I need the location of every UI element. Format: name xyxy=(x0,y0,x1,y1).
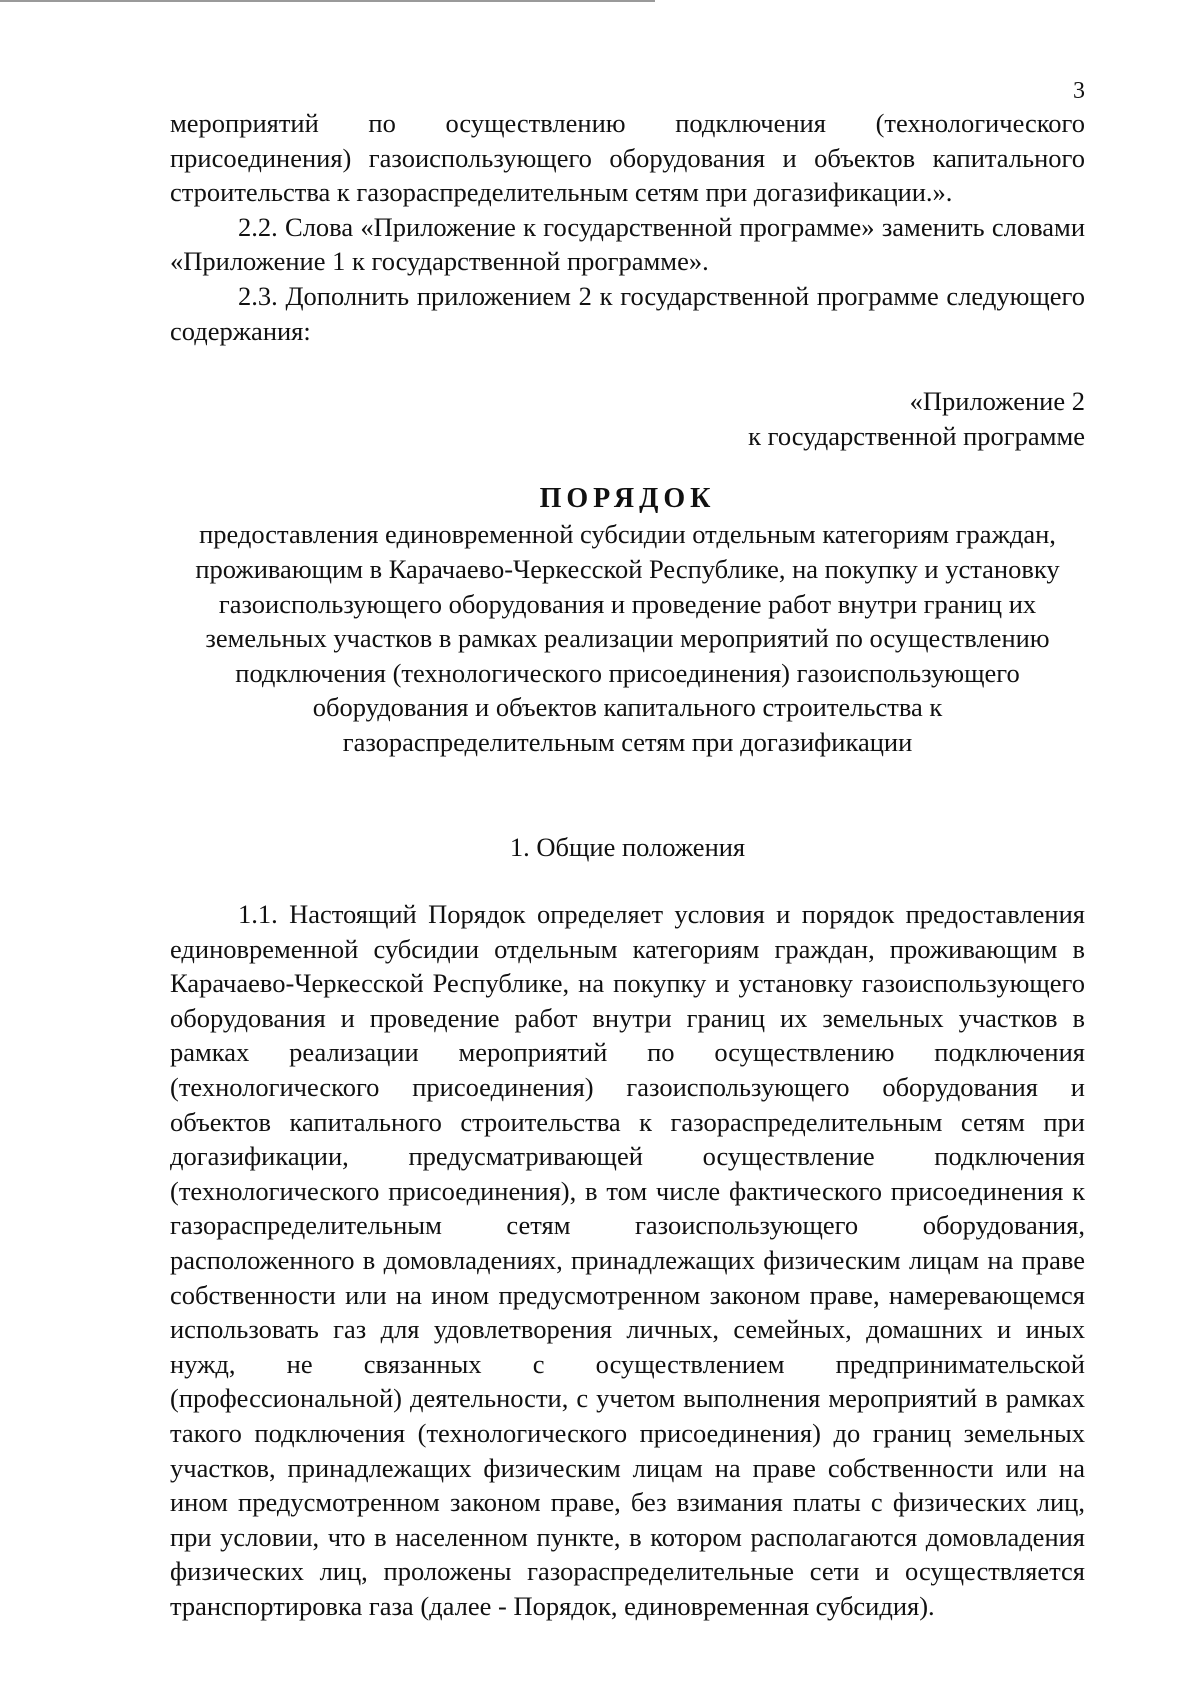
section-1-heading: 1. Общие положения xyxy=(509,831,746,862)
annex-line-2: к государственной программе xyxy=(748,420,1085,451)
document-title: ПОРЯДОК xyxy=(539,483,716,515)
paragraph-1-1: 1.1. Настоящий Порядок определяет условия и порядок предоставления единовременной субсидии отдельным категориям граждан, проживающим в Карачаево-Черкесской Республике, на покупку и установку газоиспользующего оборудования и проведение работ внутри границ их земельных участков в рамках реализации мероприятий по осуществлению подключения (технологического присоединения) газоиспользующего оборудования и объектов капитального строительства к газораспределительным сетям при догазификации, предусматривающей осуществление подключения (технологического присоединения), в том числе фактического присоединения к газораспределительным сетям газоиспользующего оборудования, расположенного в домовладениях, принадлежащих физическим лицам на праве собственности или на ином предусмотренном законом праве, намеревающемся использовать газ для удовлетворения личных, семейных, домашних и иных нужд, не связанных с осуществлением предпринимательской (профессиональной) деятельности, с учетом выполнения мероприятий в рамках такого подключения (технологического присоединения) до границ земельных участков, принадлежащих физическим лицам на праве собственности или на ином предусмотренном законом праве, без взимания платы с физических лиц, при условии, что в населенном пункте, в котором располагаются домовладения физических лиц, проложены газораспределительные сети и осуществляется транспортировка газа (далее - Порядок, единовременная субсидия). xyxy=(170,899,1085,1621)
annex-reference xyxy=(170,384,1085,453)
amendment-2-3: 2.3. Дополнить приложением 2 к государственной программе следующего содержания: xyxy=(170,280,1085,346)
annex-line-1: «Приложение 2 xyxy=(909,386,1085,417)
scan-edge-line xyxy=(0,0,655,2)
intro-paragraph: мероприятий по осуществлению подключения (технологического присоединения) газоиспользующего оборудования и объектов капитального строительства к газораспределительным сетям при догазификации.». xyxy=(170,108,1085,208)
page-number: 3 xyxy=(1073,78,1085,104)
amendment-2-2: 2.2. Слова «Приложение к государственной программе» заменить словами «Приложение 1 к государственной программе». xyxy=(170,211,1085,277)
document-subtitle: предоставления единовременной субсидии отдельным категориям граждан, проживающим в Карачаево-Черкесской Республике, на покупку и установку газоиспользующего оборудования и проведение работ внутри границ их земельных участков в рамках реализации мероприятий по осуществлению подключения (технологического присоединения) газоиспользующего оборудования и объектов капитального строительства к газораспределительным сетям при догазификации xyxy=(195,519,1060,757)
document-body xyxy=(170,106,1085,1624)
